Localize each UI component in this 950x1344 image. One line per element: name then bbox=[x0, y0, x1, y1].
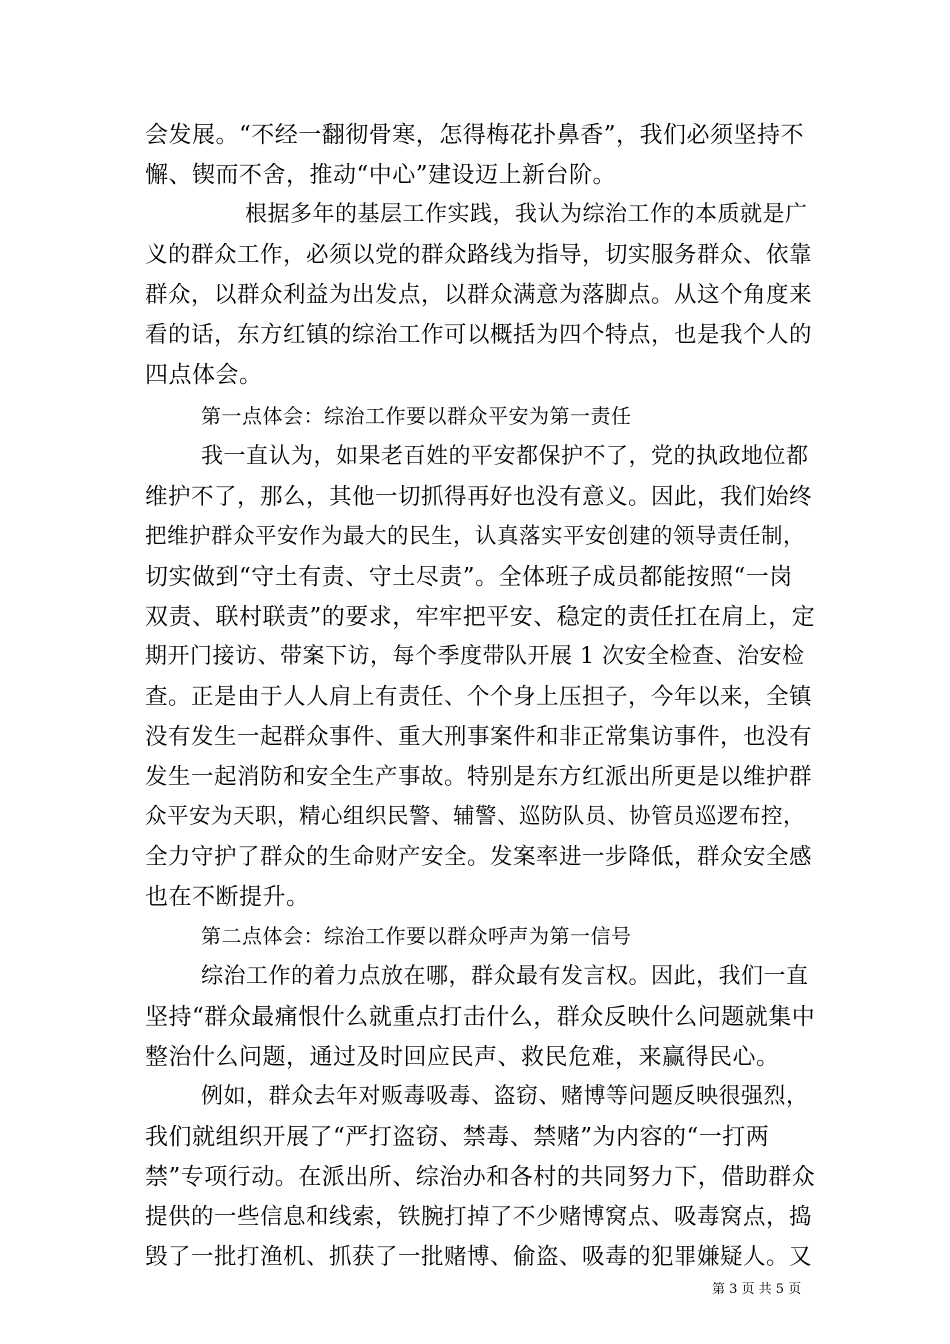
text-line: 我们就组织开展了“严打盗窃、禁毒、禁赌”为内容的“一打两 bbox=[145, 1124, 770, 1150]
text-line: 会发展。“不经一翻彻骨寒，怎得梅花扑鼻香”，我们必须坚持不 bbox=[145, 122, 805, 148]
page-number-footer: 第 3 页 共 5 页 bbox=[712, 1282, 802, 1297]
section-heading-2: 第二点体会：综治工作要以群众呼声为第一信号 bbox=[201, 924, 632, 948]
text-line: 没有发生一起群众事件、重大刑事案件和非正常集访事件，也没有 bbox=[145, 724, 813, 750]
text-line: 发生一起消防和安全生产事故。特别是东方红派出所更是以维护群 bbox=[145, 764, 813, 790]
text-line: 双责、联村联责”的要求，牢牢把平安、稳定的责任扛在肩上，定 bbox=[145, 604, 816, 630]
text-line: 众平安为天职，精心组织民警、辅警、巡防队员、协管员巡逻布控， bbox=[145, 804, 806, 829]
text-line: 整治什么问题，通过及时回应民声、救民危难，来赢得民心。 bbox=[145, 1044, 780, 1070]
text-line: 看的话，东方红镇的综治工作可以概括为四个特点，也是我个人的 bbox=[145, 322, 813, 348]
text-line: 也在不断提升。 bbox=[145, 884, 310, 910]
text-line: 懈、锲而不舍，推动“中心”建设迈上新台阶。 bbox=[145, 162, 617, 188]
text-line: 维护不了，那么，其他一切抓得再好也没有意义。因此，我们始终 bbox=[145, 484, 813, 510]
text-line: 四点体会。 bbox=[145, 362, 263, 388]
paragraph-first-line: 根据多年的基层工作实践，我认为综治工作的本质就是广 bbox=[245, 202, 808, 227]
paragraph-first-line: 例如，群众去年对贩毒吸毒、盗窃、赌博等问题反映很强烈， bbox=[201, 1084, 809, 1109]
text-line: 全力守护了群众的生命财产安全。发案率进一步降低，群众安全感 bbox=[145, 844, 813, 870]
text-line: 切实做到“守土有责、守土尽责”。全体班子成员都能按照“一岗 bbox=[145, 564, 793, 590]
text-line: 坚持“群众最痛恨什么就重点打击什么，群众反映什么问题就集中 bbox=[145, 1004, 816, 1030]
text-line: 毁了一批打渔机、抓获了一批赌博、偷盗、吸毒的犯罪嫌疑人。又 bbox=[145, 1244, 813, 1270]
text-line: 提供的一些信息和线索，铁腕打掉了不少赌博窝点、吸毒窝点，捣 bbox=[145, 1204, 813, 1230]
section-heading-1: 第一点体会：综治工作要以群众平安为第一责任 bbox=[201, 404, 632, 428]
text-line: 把维护群众平安作为最大的民生，认真落实平安创建的领导责任制， bbox=[145, 524, 806, 549]
text-line: 义的群众工作，必须以党的群众路线为指导，切实服务群众、依靠 bbox=[145, 242, 813, 268]
paragraph-first-line: 综治工作的着力点放在哪，群众最有发言权。因此，我们一直 bbox=[201, 964, 809, 989]
text-line: 群众，以群众利益为出发点，以群众满意为落脚点。从这个角度来 bbox=[145, 282, 813, 308]
paragraph-first-line: 我一直认为，如果老百姓的平安都保护不了，党的执政地位都 bbox=[201, 444, 809, 469]
text-line: 禁”专项行动。在派出所、综治办和各村的共同努力下，借助群众 bbox=[145, 1164, 816, 1190]
text-line: 查。正是由于人人肩上有责任、个个身上压担子，今年以来，全镇 bbox=[145, 684, 813, 710]
text-line: 期开门接访、带案下访，每个季度带队开展 1 次安全检查、治安检 bbox=[145, 644, 805, 669]
